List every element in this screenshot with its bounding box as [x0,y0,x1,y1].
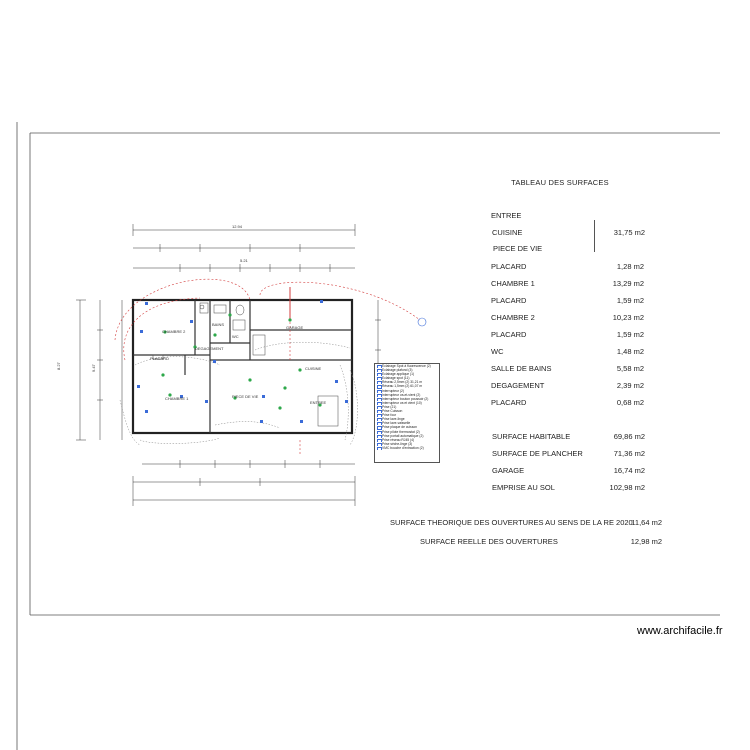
dimension-lines [76,224,378,506]
dim-left-depth: 8.27 [56,362,61,370]
legend-item: Prise (21) [375,405,439,409]
surface-row-value: 1,59 m2 [616,330,644,339]
surface-row-label: CHAMBRE 2 [491,313,535,322]
room-label-degagement: DEGAGEMENT [195,346,224,351]
total-value-emprise: 102,98 m2 [609,483,645,492]
surface-row-value: 1,59 m2 [616,296,644,305]
legend-item: Prise pilote thermostat (2) [375,430,439,434]
room-label-chambre-2: CHAMBRE 2 [162,329,186,334]
room-label-piece-de-vie: PIECE DE VIE [232,394,259,399]
total-label-habitable: SURFACE HABITABLE [492,432,571,441]
surface-row-value: 10,23 m2 [612,313,644,322]
opening-label-reelle: SURFACE REELLE DES OUVERTURES [420,537,558,546]
legend-item: Interrupteur (2) [375,389,439,393]
legend-item: Prise Cuisson [375,409,439,413]
total-value-garage: 16,74 m2 [613,466,645,475]
room-label-wc: WC [232,334,239,339]
surface-row-value: 1,48 m2 [616,347,644,356]
group-label-cuisine: CUISINE [492,228,523,237]
surface-row-label: PLACARD [491,398,527,407]
surface-row-label: SALLE DE BAINS [491,364,552,373]
room-label-placard: PLACARD [150,356,169,361]
legend-item: Prise sèche-linge (3) [375,442,439,446]
surface-row-label: WC [491,347,504,356]
legend-item: Prise réseau RJ45 (4) [375,438,439,442]
outdoor-light-icon [418,318,426,326]
sanitary-fixtures [153,303,338,426]
legend-item: Interrupteur va-et-vient (2) [375,393,439,397]
group-label-entree: ENTREE [491,211,522,220]
surface-row-label: DEGAGEMENT [491,381,545,390]
legend-item: Réseau 2,5mm (2) 31,21 m [375,380,439,384]
surface-row-label: CHAMBRE 1 [491,279,535,288]
opening-value-theorique: 11,64 m2 [631,518,662,527]
room-label-garage: GARAGE [286,325,304,330]
legend-item: Interrupteur bouton poussoir (2) [375,397,439,401]
electrical-legend [374,363,440,463]
surface-row-value: 13,29 m2 [612,279,644,288]
legend-item: Eclairage Spot à fluorescence (2) [375,364,439,368]
surface-row-label: PLACARD [491,330,527,339]
watermark: www.archifacile.fr [637,625,723,637]
legend-item: VMC bouche d'extraction (2) [375,446,439,450]
legend-item: Eclairage plafond (3) [375,368,439,372]
room-label-chambre-1: CHAMBRE 1 [165,396,189,401]
group-value: 31,75 m2 [613,228,645,237]
dimension-ticks [97,244,381,486]
legend-item: Interrupteur va et vient (10) [375,401,439,405]
legend-item: Prise lave-linge [375,417,439,421]
surface-row-label: PLACARD [491,262,527,271]
dim-left-sub: 9.47 [91,364,96,372]
surface-row-label: PLACARD [491,296,527,305]
surface-row-value: 1,28 m2 [616,262,644,271]
total-value-habitable: 69,86 m2 [613,432,645,441]
total-label-plancher: SURFACE DE PLANCHER [492,449,583,458]
legend-item: Prise lave-vaisselle [375,421,439,425]
legend-item: Réseau 1,5mm (2) 61,07 m [375,384,439,388]
legend-item: Prise portail automatique (2) [375,434,439,438]
room-label-entree: ENTREE [310,400,327,405]
legend-item: Prise plaque de cuisson [375,425,439,429]
legend-item: Eclairage spot (11) [375,376,439,380]
legend-item: Eclairage applique (1) [375,372,439,376]
surface-row-value: 5,58 m2 [616,364,644,373]
surfaces-title: TABLEAU DES SURFACES [511,178,609,187]
total-label-emprise: EMPRISE AU SOL [492,483,555,492]
total-value-plancher: 71,36 m2 [613,449,645,458]
dim-top-width: 12.94 [232,224,243,229]
legend-item: Prise four [375,413,439,417]
room-label-cuisine: CUISINE [305,366,322,371]
opening-value-reelle: 12,98 m2 [630,537,662,546]
group-label-piece-de-vie: PIECE DE VIE [493,244,543,253]
surface-row-value: 0,68 m2 [616,398,644,407]
room-label-bains: BAINS [212,322,225,327]
opening-label-theorique: SURFACE THEORIQUE DES OUVERTURES AU SENS DE LA RE 2020 [390,518,633,527]
surface-row-value: 2,39 m2 [616,381,644,390]
total-label-garage: GARAGE [492,466,525,475]
dim-top-sub: 5.21 [240,258,248,263]
